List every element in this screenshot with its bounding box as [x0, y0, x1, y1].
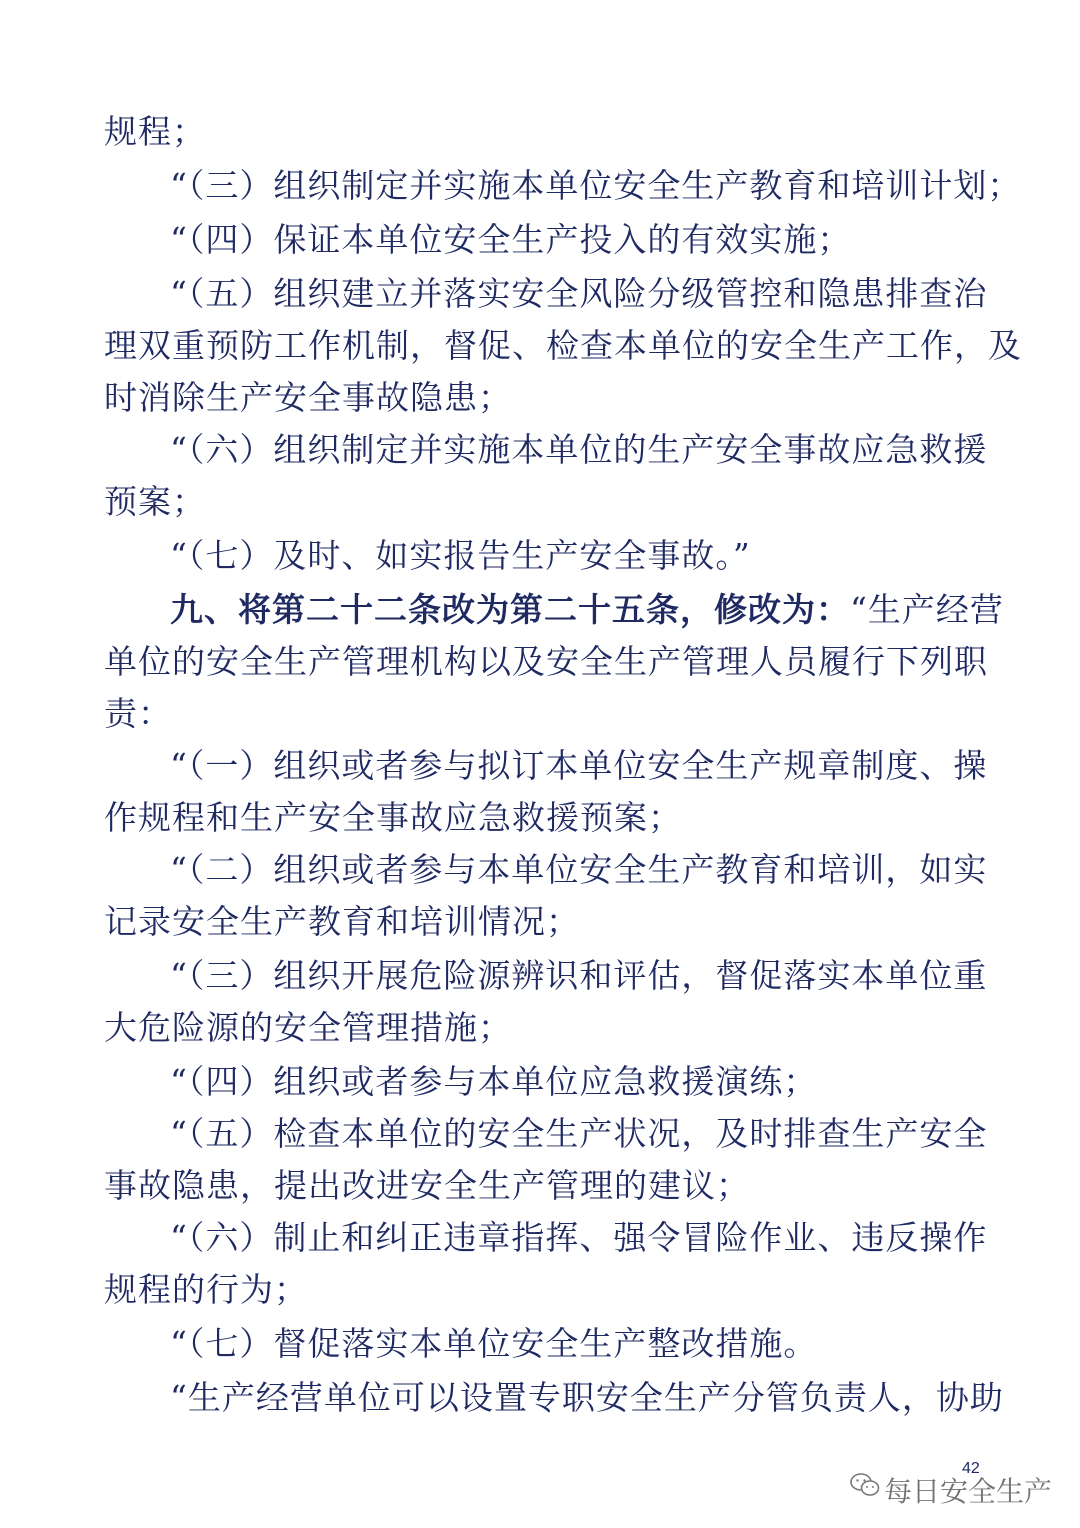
article-heading-bold: 九、将第二十二条改为第二十五条，修改为：: [170, 590, 850, 629]
text-line: “（二）组织或者参与本单位安全生产教育和培训，如实: [170, 850, 988, 889]
text-line: 作规程和生产安全事故应急救援预案；: [104, 798, 682, 837]
watermark-text: 每日安全生产: [884, 1475, 1053, 1508]
text-line: 记录安全生产教育和培训情况；: [104, 902, 580, 941]
wechat-icon: [850, 1472, 880, 1498]
text-line: 责：: [104, 694, 172, 733]
text-line: “（七）督促落实本单位安全生产整改措施。: [170, 1324, 818, 1363]
text-line: 时消除生产安全事故隐患；: [104, 378, 512, 417]
text-line: “（六）制止和纠正违章指挥、强令冒险作业、违反操作: [170, 1218, 988, 1257]
text-line: “（一）组织或者参与拟订本单位安全生产规章制度、操: [170, 746, 988, 785]
text-line: “（三）组织开展危险源辨识和评估，督促落实本单位重: [170, 956, 988, 995]
text-line: “（五）组织建立并落实安全风险分级管控和隐患排查治: [170, 274, 988, 313]
text-line: 理双重预防工作机制，督促、检查本单位的安全生产工作，及: [104, 326, 1022, 365]
text-line: 事故隐患，提出改进安全生产管理的建议；: [104, 1166, 750, 1205]
footer: [850, 1460, 1060, 1508]
article-heading-rest: “生产经营: [850, 590, 1004, 629]
text-line: “（七）及时、如实报告生产安全事故。”: [170, 536, 751, 575]
text-line: “（三）组织制定并实施本单位安全生产教育和培训计划；: [170, 166, 1022, 205]
text-line: 预案；: [104, 482, 206, 521]
text-line: “（六）组织制定并实施本单位的生产安全事故应急救援: [170, 430, 988, 469]
text-line: “（四）保证本单位安全生产投入的有效实施；: [170, 220, 852, 259]
text-line: “（五）检查本单位的安全生产状况，及时排查生产安全: [170, 1114, 988, 1153]
text-line: “（四）组织或者参与本单位应急救援演练；: [170, 1062, 818, 1101]
text-line: 大危险源的安全管理措施；: [104, 1008, 512, 1047]
text-line: 单位的安全生产管理机构以及安全生产管理人员履行下列职: [104, 642, 988, 681]
text-line: 规程；: [104, 112, 206, 151]
text-line: 规程的行为；: [104, 1270, 308, 1309]
page-number: 42: [962, 1460, 980, 1477]
article-heading: [170, 590, 1004, 630]
text-line: “生产经营单位可以设置专职安全生产分管负责人，协助: [170, 1378, 1004, 1417]
